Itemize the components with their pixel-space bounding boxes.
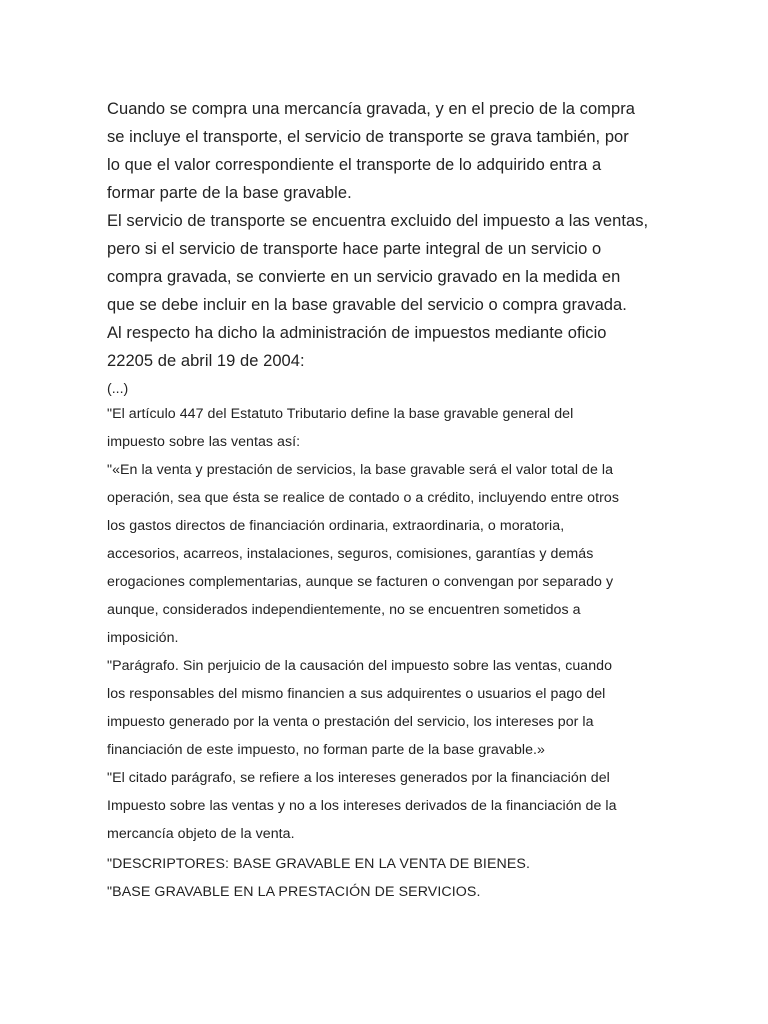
text-line: "«En la venta y prestación de servicios, la base gravable será el valor total de la bbox=[107, 462, 614, 478]
text-line: mercancía objeto de la venta. bbox=[107, 826, 295, 842]
text-line: impuesto generado por la venta o prestación del servicio, los intereses por la bbox=[107, 714, 594, 730]
document-body bbox=[107, 95, 667, 906]
excluded-paragraph bbox=[107, 207, 667, 319]
text-line: impuesto sobre las ventas así: bbox=[107, 434, 301, 450]
descriptor-line: "BASE GRAVABLE EN LA PRESTACIÓN DE SERVICIOS. bbox=[107, 884, 481, 900]
ellipsis-marker: (...) bbox=[107, 381, 129, 397]
text-line: Al respecto ha dicho la administración de impuestos mediante oficio bbox=[107, 324, 607, 342]
text-line: formar parte de la base gravable. bbox=[107, 184, 352, 202]
text-line: los responsables del mismo financien a sus adquirentes o usuarios el pago del bbox=[107, 686, 606, 702]
paragrafo-paragraph bbox=[107, 652, 667, 764]
text-line: accesorios, acarreos, instalaciones, seguros, comisiones, garantías y demás bbox=[107, 546, 594, 562]
text-line: 22205 de abril 19 de 2004: bbox=[107, 352, 305, 370]
text-line: pero si el servicio de transporte hace parte integral de un servicio o bbox=[107, 240, 602, 258]
descriptor-line: "DESCRIPTORES: BASE GRAVABLE EN LA VENTA DE BIENES. bbox=[107, 856, 531, 872]
text-line: compra gravada, se convierte en un servicio gravado en la medida en bbox=[107, 268, 621, 286]
text-line: "Parágrafo. Sin perjuicio de la causación del impuesto sobre las ventas, cuando bbox=[107, 658, 613, 674]
text-line: los gastos directos de financiación ordinaria, extraordinaria, o moratoria, bbox=[107, 518, 565, 534]
text-line: El servicio de transporte se encuentra excluido del impuesto a las ventas, bbox=[107, 212, 649, 230]
text-line: que se debe incluir en la base gravable del servicio o compra gravada. bbox=[107, 296, 627, 314]
intro-paragraph bbox=[107, 95, 667, 207]
oficio-paragraph bbox=[107, 319, 667, 375]
text-line: Cuando se compra una mercancía gravada, y en el precio de la compra bbox=[107, 100, 635, 118]
quote-paragraph bbox=[107, 456, 667, 652]
text-line: operación, sea que ésta se realice de contado o a crédito, incluyendo entre otros bbox=[107, 490, 619, 506]
text-line: Impuesto sobre las ventas y no a los intereses derivados de la financiación de la bbox=[107, 798, 617, 814]
text-line: aunque, considerados independientemente, no se encuentren sometidos a bbox=[107, 602, 581, 618]
text-line: "El citado parágrafo, se refiere a los intereses generados por la financiación del bbox=[107, 770, 610, 786]
text-line: "El artículo 447 del Estatuto Tributario define la base gravable general del bbox=[107, 406, 574, 422]
text-line: lo que el valor correspondiente el transporte de lo adquirido entra a bbox=[107, 156, 602, 174]
articulo-paragraph bbox=[107, 400, 667, 456]
text-line: se incluye el transporte, el servicio de transporte se grava también, por bbox=[107, 128, 629, 146]
text-line: imposición. bbox=[107, 630, 179, 646]
text-line: erogaciones complementarias, aunque se facturen o convengan por separado y bbox=[107, 574, 614, 590]
citado-paragraph bbox=[107, 764, 667, 848]
text-line: financiación de este impuesto, no forman parte de la base gravable.» bbox=[107, 742, 545, 758]
